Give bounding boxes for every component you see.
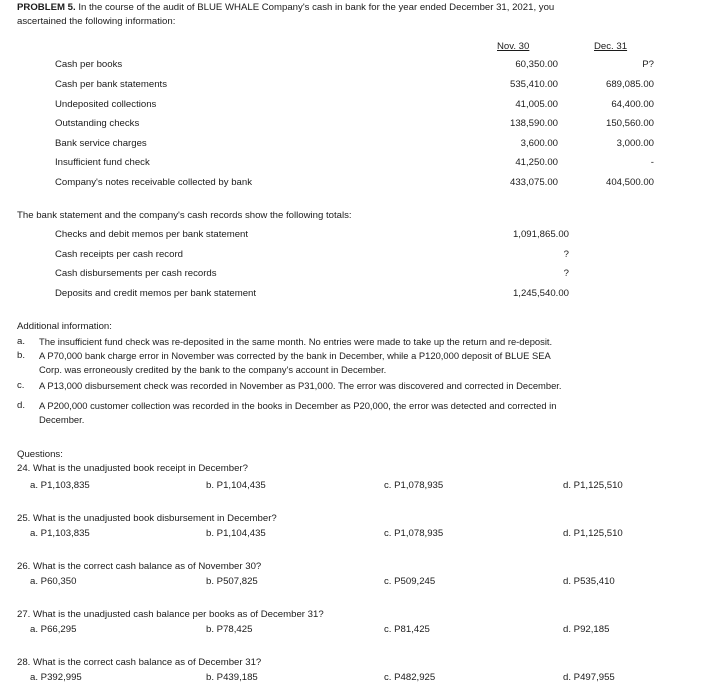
table-row-label: Outstanding checks — [55, 118, 140, 129]
question-text: What is the unadjusted book disbursement in December? — [33, 513, 277, 524]
problem-intro-line1: In the course of the audit of BLUE WHALE Company's cash in bank for the year ended December 31, 2021, you — [78, 2, 555, 13]
question-text: What is the correct cash balance as of December 31? — [33, 657, 262, 668]
choice-c: c. P509,245 — [384, 576, 436, 587]
question-number: 24. — [17, 463, 31, 474]
additional-item-marker: a. — [17, 336, 26, 347]
additional-item-text: December. — [39, 414, 85, 425]
choice-c: c. P1,078,935 — [384, 528, 444, 539]
problem-label: PROBLEM 5. — [17, 2, 76, 13]
table-cell-nov: 60,350.00 — [515, 59, 558, 70]
column-header-nov: Nov. 30 — [497, 41, 530, 52]
additional-item-text: A P70,000 bank charge error in November was corrected by the bank in December, while a P120,000 deposit of BLUE SEA — [39, 350, 551, 361]
table-cell-dec: 150,560.00 — [605, 118, 654, 129]
choice-c: c. P1,078,935 — [384, 480, 444, 491]
additional-heading: Additional information: — [17, 321, 112, 332]
additional-item-marker: c. — [17, 380, 25, 391]
question-item — [17, 513, 277, 525]
choice-b: b. P78,425 — [206, 624, 253, 635]
question-number: 25. — [17, 513, 31, 524]
question-text: What is the correct cash balance as of November 30? — [33, 561, 262, 572]
table-cell-dec: 64,400.00 — [611, 99, 654, 110]
question-item — [17, 609, 324, 621]
table-cell-nov: 138,590.00 — [509, 118, 558, 129]
choice-a: a. P66,295 — [30, 624, 77, 635]
totals-heading: The bank statement and the company's cash records show the following totals: — [17, 210, 352, 221]
table-cell-dec: P? — [642, 59, 654, 70]
choice-d: d. P92,185 — [563, 624, 610, 635]
table-cell-nov: 41,005.00 — [515, 99, 558, 110]
totals-row-label: Cash receipts per cash record — [55, 249, 183, 260]
additional-item-marker: d. — [17, 400, 26, 411]
table-cell-nov: 41,250.00 — [515, 157, 558, 168]
additional-item-text: A P200,000 customer collection was recorded in the books in December as P20,000, the error was detected and corrected in — [39, 400, 557, 411]
totals-row-label: Checks and debit memos per bank statement — [55, 229, 249, 240]
choice-b: b. P507,825 — [206, 576, 258, 587]
problem-intro-line2: ascertained the following information: — [17, 16, 176, 27]
additional-item-text: Corp. was erroneously credited by the bank to the company's account in December. — [39, 364, 387, 375]
choice-b: b. P1,104,435 — [206, 528, 266, 539]
table-cell-dec: 689,085.00 — [605, 79, 654, 90]
choice-a: a. P1,103,835 — [30, 480, 90, 491]
problem-intro — [17, 2, 554, 14]
questions-heading: Questions: — [17, 449, 63, 460]
table-cell-dec: 3,000.00 — [616, 138, 654, 149]
totals-row-value: ? — [563, 249, 569, 260]
table-row-label: Undeposited collections — [55, 99, 157, 110]
choice-d: d. P1,125,510 — [563, 528, 623, 539]
question-number: 27. — [17, 609, 31, 620]
column-header-dec: Dec. 31 — [594, 41, 628, 52]
choice-d: d. P1,125,510 — [563, 480, 623, 491]
choice-a: a. P60,350 — [30, 576, 77, 587]
question-item — [17, 463, 248, 475]
totals-row-value: 1,245,540.00 — [512, 288, 569, 299]
totals-row-value: ? — [563, 268, 569, 279]
choice-d: d. P497,955 — [563, 672, 615, 683]
question-item — [17, 561, 261, 573]
table-cell-nov: 3,600.00 — [520, 138, 558, 149]
totals-row-label: Cash disbursements per cash records — [55, 268, 217, 279]
table-cell-dec: 404,500.00 — [605, 177, 654, 188]
choice-a: a. P392,995 — [30, 672, 82, 683]
totals-row-value: 1,091,865.00 — [512, 229, 569, 240]
choice-c: c. P482,925 — [384, 672, 436, 683]
table-cell-nov: 433,075.00 — [509, 177, 558, 188]
question-text: What is the unadjusted cash balance per books as of December 31? — [33, 609, 324, 620]
table-cell-nov: 535,410.00 — [509, 79, 558, 90]
additional-item-text: The insufficient fund check was re-deposited in the same month. No entries were made to take up the return and re-deposit. — [39, 336, 553, 347]
table-row-label: Company's notes receivable collected by bank — [55, 177, 253, 188]
question-number: 26. — [17, 561, 31, 572]
choice-a: a. P1,103,835 — [30, 528, 90, 539]
choice-b: b. P439,185 — [206, 672, 258, 683]
additional-item-text: A P13,000 disbursement check was recorded in November as P31,000. The error was discovered and corrected in December. — [39, 380, 562, 391]
choice-d: d. P535,410 — [563, 576, 615, 587]
table-cell-dec: - — [650, 157, 654, 168]
table-row-label: Insufficient fund check — [55, 157, 150, 168]
choice-c: c. P81,425 — [384, 624, 430, 635]
totals-row-label: Deposits and credit memos per bank statement — [55, 288, 257, 299]
choice-b: b. P1,104,435 — [206, 480, 266, 491]
table-row-label: Cash per books — [55, 59, 123, 70]
table-row-label: Bank service charges — [55, 138, 147, 149]
question-item — [17, 657, 261, 669]
additional-item-marker: b. — [17, 350, 26, 361]
question-text: What is the unadjusted book receipt in December? — [33, 463, 248, 474]
question-number: 28. — [17, 657, 31, 668]
table-row-label: Cash per bank statements — [55, 79, 167, 90]
